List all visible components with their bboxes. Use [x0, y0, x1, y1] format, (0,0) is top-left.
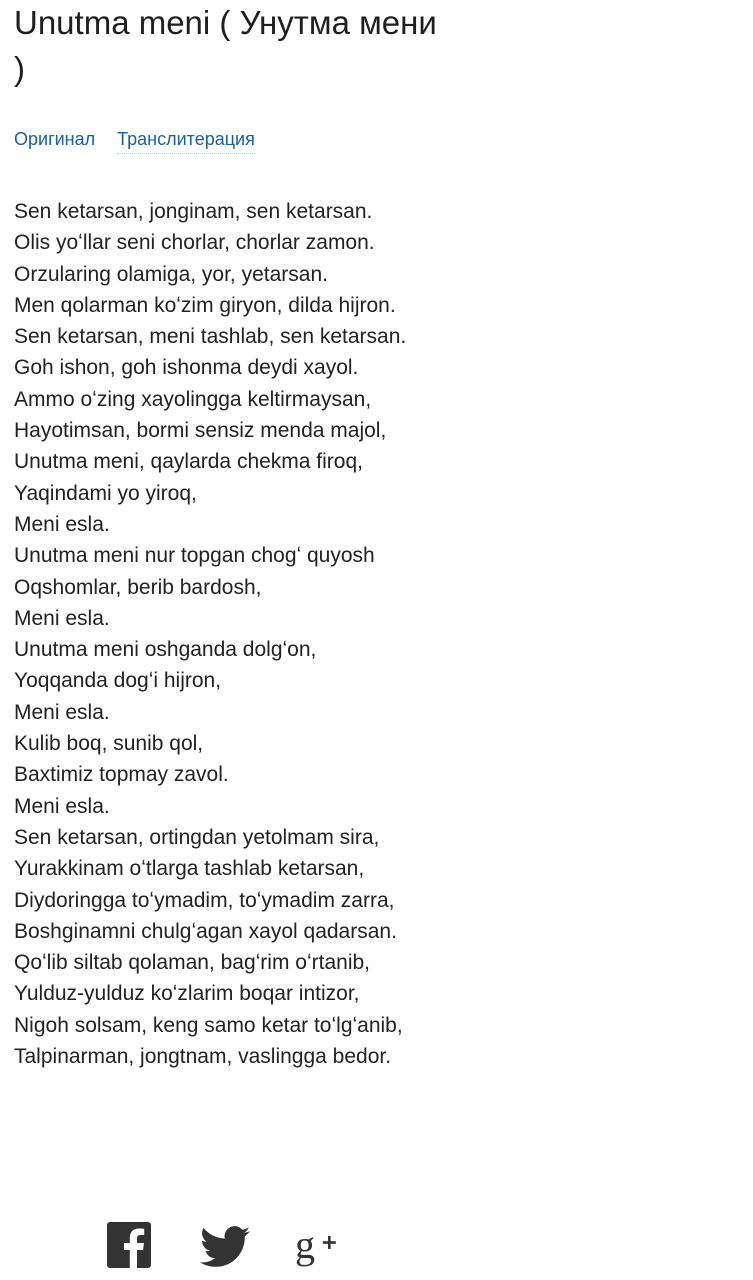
lyric-line: Unutma meni oshganda dolgʻon,	[14, 638, 317, 662]
lyric-line: Yoqqanda dogʻi hijron,	[14, 669, 222, 693]
lyric-line: Meni esla.	[14, 794, 110, 818]
twitter-icon[interactable]	[200, 1224, 250, 1270]
lyric-line: Kulib boq, sunib qol,	[14, 732, 204, 756]
lyric-line: Unutma meni nur topgan chogʻ quyosh	[14, 544, 375, 568]
lyric-line: Boshginamni chulgʻagan xayol qadarsan.	[14, 919, 397, 943]
page-title: Unutma meni ( Унутма мени )	[14, 4, 437, 87]
lyric-line: Talpinarman, jongtnam, vaslingga bedor.	[14, 1045, 392, 1069]
facebook-icon[interactable]	[107, 1222, 151, 1268]
google-plus-icon[interactable]	[293, 1222, 349, 1268]
lyric-line: Nigoh solsam, keng samo ketar toʻlgʻanib,	[14, 1013, 403, 1037]
lyric-line: Diydoringga toʻymadim, toʻymadim zarra,	[14, 888, 395, 912]
lyric-line: Goh ishon, goh ishonma deydi xayol.	[14, 356, 359, 380]
lyric-line: Sen ketarsan, meni tashlab, sen ketarsan.	[14, 325, 407, 349]
share-bar	[105, 1222, 365, 1272]
lyric-line: Unutma meni, qaylarda chekma firoq,	[14, 450, 363, 474]
lyric-line: Yurakkinam oʻtlarga tashlab ketarsan,	[14, 857, 365, 881]
version-tabs	[14, 127, 272, 154]
lyric-line: Hayotimsan, bormi sensiz menda majol,	[14, 419, 387, 443]
lyric-line: Sen ketarsan, ortingdan yetolmam sira,	[14, 825, 380, 849]
lyric-line: Yulduz-yulduz koʻzlarim boqar intizor,	[14, 982, 360, 1006]
tab-transliteration[interactable]: Транслитерация	[117, 127, 255, 154]
svg-text:g: g	[295, 1222, 315, 1267]
lyric-line: Oqshomlar, berib bardosh,	[14, 575, 262, 599]
lyric-line: Men qolarman koʻzim giryon, dilda hijron.	[14, 293, 396, 317]
lyric-line: Yaqindami yo yiroq,	[14, 481, 197, 505]
lyric-line: Sen ketarsan, jonginam, sen ketarsan.	[14, 200, 373, 223]
lyric-line: Ammo oʻzing xayolingga keltirmaysan,	[14, 387, 372, 411]
lyric-line: Orzularing olamiga, yor, yetarsan.	[14, 262, 328, 286]
lyric-line: Baxtimiz topmay zavol.	[14, 763, 229, 787]
lyric-line: Meni esla.	[14, 512, 110, 536]
lyric-line: Qoʻlib siltab qolaman, bagʻrim oʻrtanib,	[14, 951, 371, 975]
lyric-line: Meni esla.	[14, 606, 110, 630]
tab-original[interactable]: Оригинал	[14, 129, 96, 149]
lyrics-text	[14, 196, 444, 1072]
lyric-line: Olis yoʻllar seni chorlar, chorlar zamon.	[14, 231, 375, 255]
lyric-line: Meni esla.	[14, 700, 110, 724]
